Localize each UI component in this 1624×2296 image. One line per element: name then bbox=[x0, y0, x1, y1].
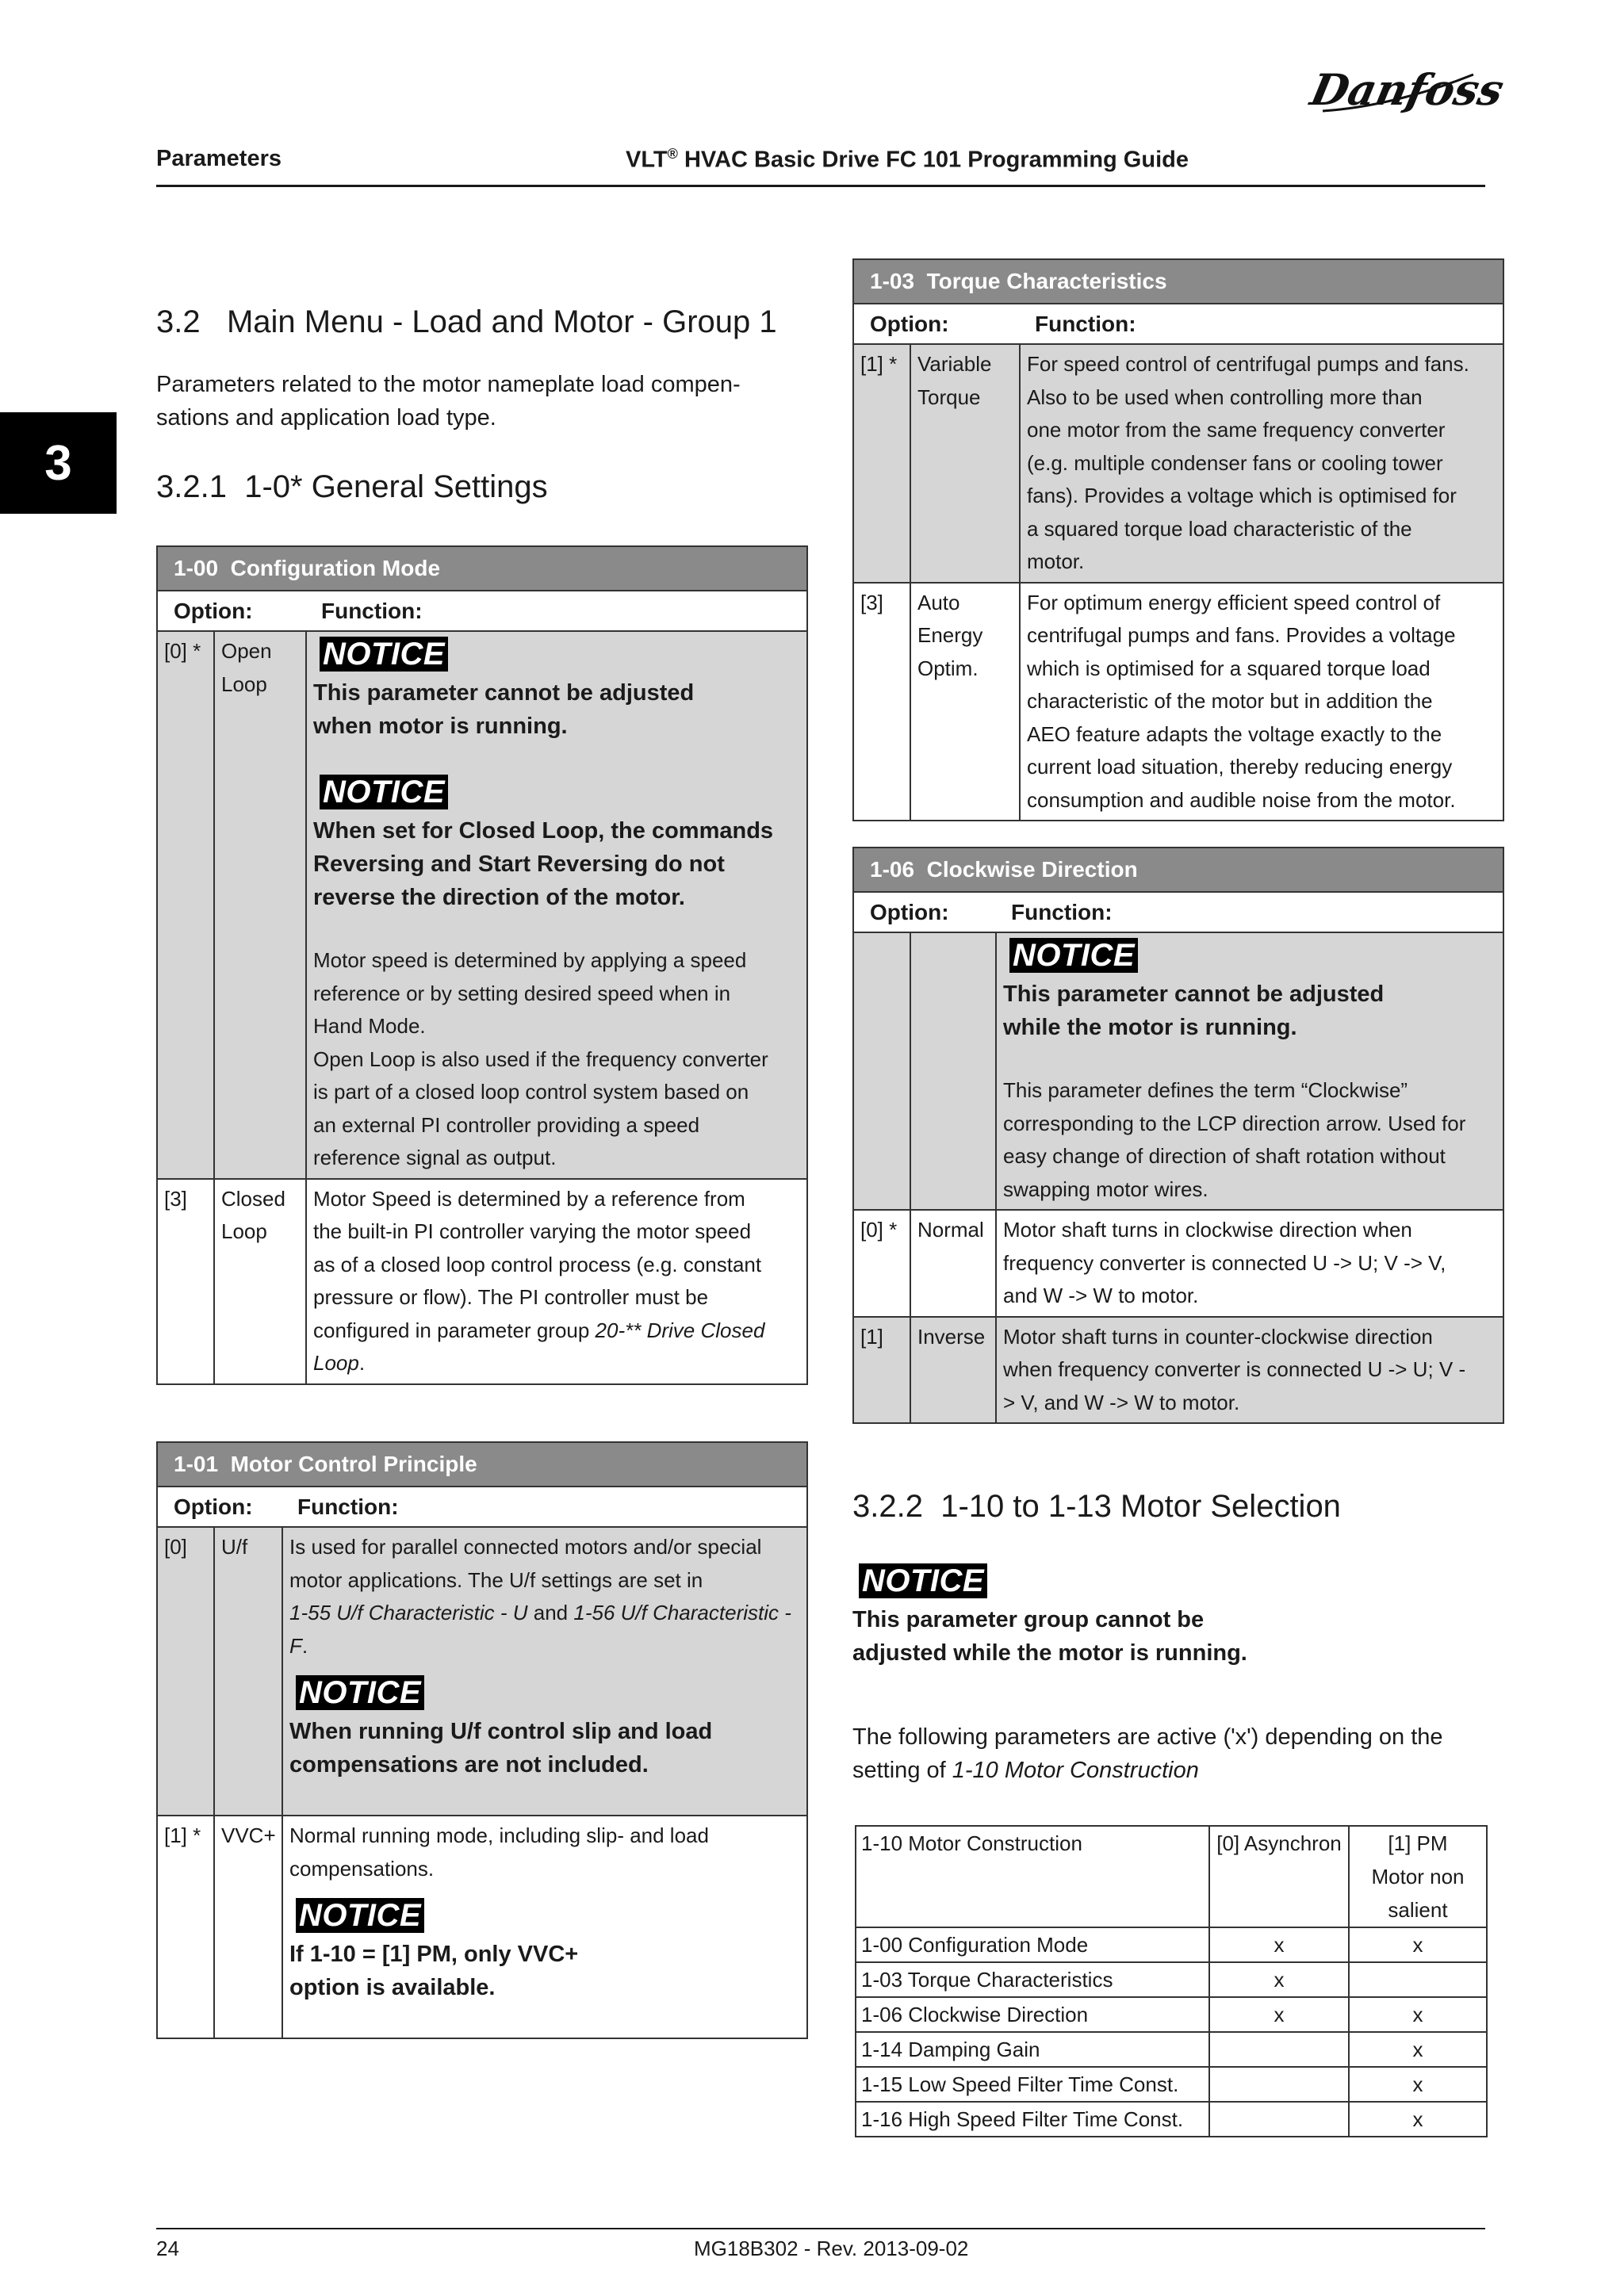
header-rule bbox=[156, 185, 1485, 187]
notice-badge: NOTICE bbox=[320, 775, 448, 809]
page-number: 24 bbox=[156, 2237, 179, 2260]
option-name: Auto Energy Optim. bbox=[910, 583, 1020, 821]
option-function-header: Option: Function: bbox=[157, 591, 807, 632]
table-header-row: 1-10 Motor Construction [0] Asynchron [1] PM Motor non salient bbox=[856, 1826, 1487, 1927]
table-row: 1-06 Clockwise Direction x x bbox=[856, 1997, 1487, 2032]
option-function: Is used for parallel connected motors and/or special motor applications. The U/f settings are set in 1-55 U/f Characteristic - U and 1-56 U/f Characteristic - F. NOTICE When running U/f control slip and load compensations are not included. bbox=[282, 1527, 807, 1816]
motor-construction-matrix bbox=[855, 1825, 1488, 2137]
option-function: Motor Speed is determined by a reference from the built-in PI controller varying the motor speed as of a closed loop control process (e.g. constant pressure or flow). The PI controller must be configured in parameter group 20-** Drive Closed Loop. bbox=[306, 1179, 807, 1384]
svg-text:Danfoss: Danfoss bbox=[1306, 64, 1508, 115]
option-name: Variable Torque bbox=[910, 344, 1020, 583]
option-name: Normal bbox=[910, 1210, 996, 1317]
param-table-1-01 bbox=[156, 1441, 808, 2039]
table-title: 1-03 Torque Characteristics bbox=[853, 259, 1503, 304]
table-row bbox=[853, 344, 1503, 583]
notice-badge: NOTICE bbox=[320, 637, 448, 672]
table-row: 1-03 Torque Characteristics x bbox=[856, 1962, 1487, 1997]
option-code: [0] * bbox=[853, 1210, 910, 1317]
option-function: For optimum energy efficient speed control of centrifugal pumps and fans. Provides a voltage which is optimised for a squared torque load characteristic of the motor but in addition the AEO feature adapts the voltage exactly to the current load situation, thereby reducing energy consumption and audible noise from the motor. bbox=[1020, 583, 1503, 821]
option-code: [0] bbox=[157, 1527, 214, 1816]
option-function-header: Option: Function: bbox=[157, 1487, 807, 1528]
section-3-2-intro: Parameters related to the motor nameplate load compen- sations and application load type. bbox=[156, 372, 741, 430]
option-code: [1] * bbox=[157, 1816, 214, 2038]
section-3-2-2-notice: NOTICE This parameter group cannot be adjusted while the motor is running. bbox=[852, 1563, 1247, 1666]
table-row bbox=[853, 1210, 1503, 1317]
option-name: U/f bbox=[214, 1527, 282, 1816]
section-3-2-1-heading: 3.2.1 1-0* General Settings bbox=[156, 469, 548, 504]
option-function: For speed control of centrifugal pumps and fans. Also to be used when controlling more than one motor from the same frequency converter (e.g. multiple condenser fans or cooling tower fans). Provides a voltage which is optimised for a squared torque load characteristic of the motor. bbox=[1020, 344, 1503, 583]
option-function: NOTICE This parameter cannot be adjusted when motor is running. NOTICE When set for Closed Loop, the commands Reversing and Start Reversing do not reverse the direction of the motor. Motor speed is determined by applying a speed reference or by setting desired speed when in Hand Mode. Open Loop is also used if the frequency converter is part of a closed loop control system based on an external PI controller providing a speed reference signal as output. bbox=[306, 631, 807, 1179]
header-section: Parameters bbox=[156, 146, 282, 171]
option-function-header: Option: Function: bbox=[853, 892, 1503, 933]
option-function: NOTICE This parameter cannot be adjusted while the motor is running. This parameter defines the term “Clockwise” corresponding to the LCP direction arrow. Used for easy change of direction of shaft rotation without swapping motor wires. bbox=[996, 932, 1503, 1210]
table-row: 1-00 Configuration Mode x x bbox=[856, 1927, 1487, 1962]
option-code: [3] bbox=[853, 583, 910, 821]
option-function: Motor shaft turns in clockwise direction when frequency converter is connected U -> U; V -> V, and W -> W to motor. bbox=[996, 1210, 1503, 1317]
footer-rule bbox=[156, 2228, 1485, 2229]
notice-badge: NOTICE bbox=[296, 1898, 424, 1933]
table-row bbox=[157, 1179, 807, 1384]
param-table-1-06 bbox=[852, 847, 1504, 1424]
table-row: 1-15 Low Speed Filter Time Const. x bbox=[856, 2067, 1487, 2102]
table-title: 1-00 Configuration Mode bbox=[157, 546, 807, 591]
section-3-2-heading: 3.2 Main Menu - Load and Motor - Group 1 bbox=[156, 304, 777, 339]
option-function: Normal running mode, including slip- and load compensations. NOTICE If 1-10 = [1] PM, only VVC+ option is available. bbox=[282, 1816, 807, 2038]
param-table-1-00 bbox=[156, 545, 808, 1385]
notice-badge: NOTICE bbox=[859, 1563, 987, 1598]
table-title: 1-06 Clockwise Direction bbox=[853, 848, 1503, 892]
chapter-tab: 3 bbox=[0, 412, 117, 514]
option-code: [1] * bbox=[853, 344, 910, 583]
table-row: 1-16 High Speed Filter Time Const. x bbox=[856, 2102, 1487, 2137]
table-row bbox=[853, 932, 1503, 1210]
section-3-2-2-text: The following parameters are active ('x') depending on the setting of 1-10 Motor Construction bbox=[852, 1724, 1443, 1783]
option-name: Inverse bbox=[910, 1317, 996, 1424]
option-name: Closed Loop bbox=[214, 1179, 306, 1384]
section-3-2-2-heading: 3.2.2 1-10 to 1-13 Motor Selection bbox=[852, 1489, 1341, 1524]
table-title: 1-01 Motor Control Principle bbox=[157, 1442, 807, 1487]
option-code: [1] bbox=[853, 1317, 910, 1424]
table-row bbox=[157, 1816, 807, 2038]
table-row bbox=[853, 583, 1503, 821]
option-function: Motor shaft turns in counter-clockwise direction when frequency converter is connected U -> U; V - > V, and W -> W to motor. bbox=[996, 1317, 1503, 1424]
notice-badge: NOTICE bbox=[296, 1675, 424, 1710]
header-guide-title: VLT® HVAC Basic Drive FC 101 Programming Guide bbox=[626, 146, 1189, 173]
option-name: Open Loop bbox=[214, 631, 306, 1179]
option-code: [3] bbox=[157, 1179, 214, 1384]
option-function-header: Option: Function: bbox=[853, 304, 1503, 345]
table-row: 1-14 Damping Gain x bbox=[856, 2032, 1487, 2067]
param-table-1-03 bbox=[852, 258, 1504, 821]
option-name: VVC+ bbox=[214, 1816, 282, 2038]
table-row bbox=[853, 1317, 1503, 1424]
table-row bbox=[157, 1527, 807, 1816]
notice-badge: NOTICE bbox=[1009, 938, 1138, 973]
document-id: MG18B302 - Rev. 2013-09-02 bbox=[694, 2237, 969, 2260]
option-code: [0] * bbox=[157, 631, 214, 1179]
table-row bbox=[157, 631, 807, 1179]
danfoss-logo bbox=[1306, 60, 1508, 124]
